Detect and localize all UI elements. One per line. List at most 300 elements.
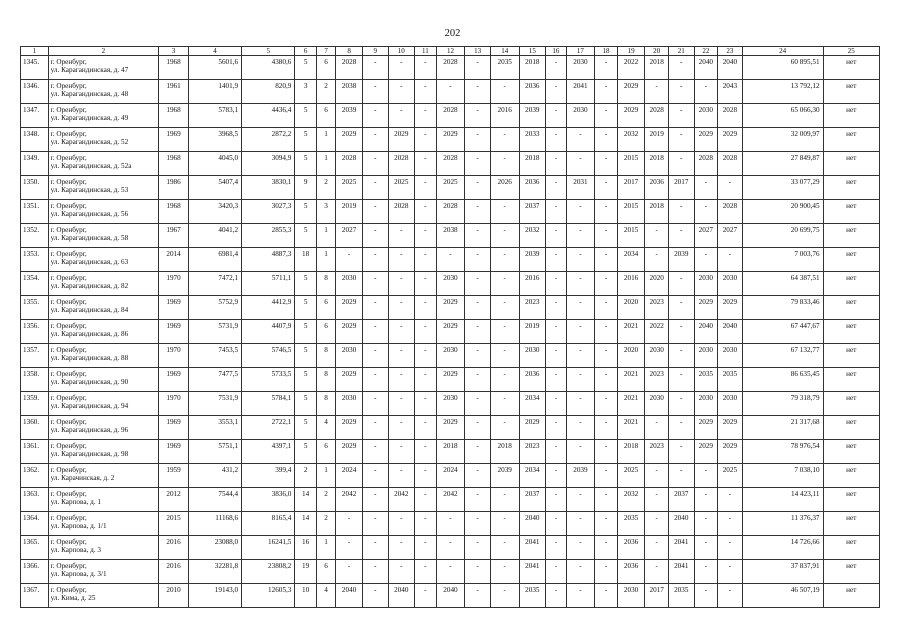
table-cell: - <box>546 320 566 344</box>
table-cell: 2032 <box>519 224 546 248</box>
table-cell: - <box>668 296 694 320</box>
table-cell: 2029 <box>436 368 465 392</box>
table-cell: 2029 <box>718 416 743 440</box>
table-cell: 2030 <box>645 392 669 416</box>
table-cell: 2021 <box>617 368 645 392</box>
table-cell: 2016 <box>617 272 645 296</box>
table-cell: - <box>566 416 595 440</box>
table-row <box>21 152 880 176</box>
table-cell: - <box>668 200 694 224</box>
table-cell: - <box>595 536 618 560</box>
table-cell: - <box>362 248 388 272</box>
table-cell: - <box>490 560 519 584</box>
table-cell: - <box>415 224 437 248</box>
address-street: ул. Карагандинская, д. 56 <box>50 210 129 219</box>
table-cell: 820,9 <box>242 80 295 104</box>
table-cell: 7 038,10 <box>742 464 823 488</box>
table-cell: 7453,5 <box>188 344 241 368</box>
table-cell: - <box>668 392 694 416</box>
table-cell: - <box>546 248 566 272</box>
table-cell: 2 <box>316 176 335 200</box>
table-cell: - <box>546 344 566 368</box>
row-number: 1364. <box>21 512 49 536</box>
table-cell: 5733,5 <box>242 368 295 392</box>
table-row <box>21 392 880 416</box>
table-cell: 2018 <box>436 440 465 464</box>
table-cell: 2039 <box>519 248 546 272</box>
table-cell: 2015 <box>617 200 645 224</box>
table-cell: - <box>595 440 618 464</box>
table-cell: - <box>694 464 718 488</box>
table-cell: 2030 <box>436 392 465 416</box>
table-cell: 2030 <box>694 272 718 296</box>
table-cell: 2030 <box>617 584 645 608</box>
table-cell: - <box>362 56 388 80</box>
table-cell: - <box>362 128 388 152</box>
table-cell: - <box>490 152 519 176</box>
table-cell: нет <box>823 584 879 608</box>
table-cell: 2020 <box>617 296 645 320</box>
table-cell: 2029 <box>436 416 465 440</box>
table-cell: - <box>546 560 566 584</box>
row-number: 1345. <box>21 56 49 80</box>
table-cell: 2042 <box>388 488 415 512</box>
table-cell: - <box>595 560 618 584</box>
table-cell: 5 <box>295 224 317 248</box>
table-cell: - <box>362 152 388 176</box>
row-number: 1361. <box>21 440 49 464</box>
row-number: 1358. <box>21 368 49 392</box>
table-cell: - <box>465 488 491 512</box>
table-cell: 6 <box>316 296 335 320</box>
table-cell: 6981,4 <box>188 248 241 272</box>
address-city: г. Оренбург, <box>50 58 87 67</box>
table-cell: 2039 <box>566 464 595 488</box>
table-cell: 2040 <box>336 584 363 608</box>
table-cell: - <box>566 440 595 464</box>
row-number: 1346. <box>21 80 49 104</box>
table-cell: - <box>388 560 415 584</box>
table-cell: - <box>546 464 566 488</box>
table-cell: 2029 <box>617 104 645 128</box>
address-city: г. Оренбург, <box>50 298 87 307</box>
table-cell: - <box>566 248 595 272</box>
table-cell: - <box>718 512 743 536</box>
table-cell: 2030 <box>718 344 743 368</box>
table-cell: 2872,2 <box>242 128 295 152</box>
table-cell: - <box>465 440 491 464</box>
column-header: 6 <box>295 47 317 56</box>
table-cell: 2042 <box>336 488 363 512</box>
row-number: 1351. <box>21 200 49 224</box>
table-cell: - <box>415 56 437 80</box>
address-cell <box>48 152 159 176</box>
table-row <box>21 536 880 560</box>
table-cell: 67 447,67 <box>742 320 823 344</box>
table-cell: - <box>415 536 437 560</box>
table-cell: - <box>388 320 415 344</box>
column-header: 14 <box>490 47 519 56</box>
table-cell: 6 <box>316 104 335 128</box>
table-cell: 7472,1 <box>188 272 241 296</box>
address-street: ул. Карпова, д. 1 <box>50 498 101 507</box>
table-cell: 2029 <box>336 368 363 392</box>
address-street: ул. Карагандинская, д. 84 <box>50 306 129 315</box>
table-cell: 2035 <box>490 56 519 80</box>
table-cell: - <box>388 392 415 416</box>
table-cell: 2025 <box>336 176 363 200</box>
column-header: 10 <box>388 47 415 56</box>
table-cell: 2 <box>295 464 317 488</box>
table-cell: 2036 <box>519 368 546 392</box>
table-cell: 4380,6 <box>242 56 295 80</box>
table-cell: 2034 <box>519 392 546 416</box>
table-cell: - <box>595 488 618 512</box>
table-cell: - <box>546 536 566 560</box>
table-cell: 1968 <box>159 104 189 128</box>
table-cell: - <box>388 296 415 320</box>
table-cell: 1969 <box>159 416 189 440</box>
table-cell: - <box>668 80 694 104</box>
header-row <box>21 47 880 56</box>
table-cell: 1961 <box>159 80 189 104</box>
column-header: 24 <box>742 47 823 56</box>
table-cell: - <box>465 392 491 416</box>
table-cell: 5 <box>295 152 317 176</box>
table-cell: нет <box>823 80 879 104</box>
table-cell: 1969 <box>159 296 189 320</box>
table-cell: 5 <box>295 56 317 80</box>
table-cell: 5783,1 <box>188 104 241 128</box>
table-cell: 2029 <box>388 128 415 152</box>
table-cell: - <box>694 560 718 584</box>
table-cell: 79 318,79 <box>742 392 823 416</box>
table-cell: 1968 <box>159 200 189 224</box>
table-cell: - <box>415 296 437 320</box>
table-cell: 2037 <box>519 488 546 512</box>
table-cell: 2019 <box>519 320 546 344</box>
table-cell: 5 <box>295 344 317 368</box>
table-cell: 5711,1 <box>242 272 295 296</box>
table-cell: - <box>718 176 743 200</box>
table-cell: 2039 <box>336 104 363 128</box>
table-cell: нет <box>823 536 879 560</box>
table-cell: 3 <box>295 80 317 104</box>
table-cell: 2029 <box>336 416 363 440</box>
table-cell: - <box>362 512 388 536</box>
table-cell: 1959 <box>159 464 189 488</box>
table-cell: 2029 <box>718 440 743 464</box>
table-cell: - <box>490 200 519 224</box>
table-row <box>21 512 880 536</box>
table-cell: - <box>415 152 437 176</box>
table-cell: 1970 <box>159 272 189 296</box>
table-cell: 11168,6 <box>188 512 241 536</box>
table-cell: - <box>694 80 718 104</box>
table-cell: 2024 <box>336 464 363 488</box>
address-city: г. Оренбург, <box>50 442 87 451</box>
table-cell: 2029 <box>718 296 743 320</box>
table-cell: 4407,9 <box>242 320 295 344</box>
table-cell: 2030 <box>436 272 465 296</box>
table-cell: нет <box>823 344 879 368</box>
table-cell: - <box>490 128 519 152</box>
table-cell: 37 837,91 <box>742 560 823 584</box>
table-cell: - <box>362 272 388 296</box>
table-cell: 2030 <box>718 392 743 416</box>
address-city: г. Оренбург, <box>50 562 87 571</box>
table-cell: нет <box>823 416 879 440</box>
table-cell: 399,4 <box>242 464 295 488</box>
table-cell: - <box>694 584 718 608</box>
address-city: г. Оренбург, <box>50 490 87 499</box>
table-cell: - <box>595 320 618 344</box>
table-cell: 8 <box>316 344 335 368</box>
table-cell: 2018 <box>617 440 645 464</box>
table-cell: 2021 <box>617 416 645 440</box>
table-cell: - <box>490 272 519 296</box>
address-cell <box>48 104 159 128</box>
table-cell: нет <box>823 224 879 248</box>
table-cell: - <box>388 536 415 560</box>
table-cell: 3 <box>316 200 335 224</box>
table-cell: - <box>465 296 491 320</box>
table-cell: - <box>490 584 519 608</box>
address-cell <box>48 320 159 344</box>
address-cell <box>48 296 159 320</box>
address-street: ул. Кима, д. 25 <box>50 594 96 603</box>
table-cell: - <box>595 416 618 440</box>
table-cell: 8165,4 <box>242 512 295 536</box>
table-cell: 5 <box>295 320 317 344</box>
table-cell: - <box>465 128 491 152</box>
table-cell: 5751,1 <box>188 440 241 464</box>
table-cell: - <box>490 488 519 512</box>
table-row <box>21 248 880 272</box>
table-cell: 1969 <box>159 440 189 464</box>
table-cell: 1 <box>316 152 335 176</box>
table-cell: 2016 <box>519 272 546 296</box>
address-cell <box>48 344 159 368</box>
table-cell: - <box>388 272 415 296</box>
table-cell: - <box>645 512 669 536</box>
address-street: ул. Карагандинская, д. 47 <box>50 66 129 75</box>
table-cell: 67 132,77 <box>742 344 823 368</box>
table-cell: 2022 <box>617 56 645 80</box>
column-header: 22 <box>694 47 718 56</box>
table-cell: - <box>490 392 519 416</box>
table-cell: - <box>566 512 595 536</box>
table-cell: 2040 <box>436 584 465 608</box>
table-cell: - <box>595 80 618 104</box>
table-cell: - <box>362 464 388 488</box>
table-cell: 2041 <box>668 536 694 560</box>
table-cell: 14 <box>295 512 317 536</box>
table-cell: - <box>546 104 566 128</box>
table-cell: 2027 <box>718 224 743 248</box>
address-cell <box>48 176 159 200</box>
table-cell: - <box>490 344 519 368</box>
table-cell: 2035 <box>519 584 546 608</box>
table-cell: 5 <box>295 272 317 296</box>
table-cell: 2025 <box>436 176 465 200</box>
table-cell: 2855,3 <box>242 224 295 248</box>
row-number: 1347. <box>21 104 49 128</box>
table-cell: - <box>546 56 566 80</box>
table-cell: 5601,6 <box>188 56 241 80</box>
address-cell <box>48 464 159 488</box>
table-cell: 2015 <box>159 512 189 536</box>
address-cell <box>48 128 159 152</box>
table-cell: - <box>668 104 694 128</box>
table-cell: - <box>645 464 669 488</box>
table-cell: - <box>546 512 566 536</box>
table-cell: - <box>490 80 519 104</box>
table-cell: - <box>415 368 437 392</box>
table-cell: 6 <box>316 320 335 344</box>
column-header: 18 <box>595 47 618 56</box>
table-cell: 2030 <box>566 104 595 128</box>
address-street: ул. Карагандинская, д. 48 <box>50 90 129 99</box>
table-cell: - <box>362 416 388 440</box>
table-cell: - <box>465 320 491 344</box>
column-header: 13 <box>465 47 491 56</box>
column-header: 4 <box>188 47 241 56</box>
table-cell: 2040 <box>718 320 743 344</box>
table-cell: - <box>546 200 566 224</box>
table-cell: 65 066,30 <box>742 104 823 128</box>
table-cell: 2041 <box>566 80 595 104</box>
table-cell: - <box>415 464 437 488</box>
table-row <box>21 80 880 104</box>
address-cell <box>48 224 159 248</box>
table-cell: 2018 <box>519 56 546 80</box>
address-street: ул. Карагандинская, д. 94 <box>50 402 129 411</box>
column-header: 3 <box>159 47 189 56</box>
table-row <box>21 320 880 344</box>
table-cell: - <box>645 248 669 272</box>
table-cell: - <box>388 224 415 248</box>
row-number: 1354. <box>21 272 49 296</box>
table-cell: 2020 <box>617 344 645 368</box>
table-cell: 5407,4 <box>188 176 241 200</box>
table-row <box>21 272 880 296</box>
address-cell <box>48 248 159 272</box>
table-cell: - <box>546 584 566 608</box>
table-cell: 2029 <box>436 296 465 320</box>
row-number: 1348. <box>21 128 49 152</box>
table-cell: 2029 <box>694 440 718 464</box>
table-cell: 2025 <box>388 176 415 200</box>
address-city: г. Оренбург, <box>50 82 87 91</box>
address-cell <box>48 560 159 584</box>
table-cell: - <box>388 416 415 440</box>
table-cell: - <box>490 368 519 392</box>
table-cell: - <box>546 488 566 512</box>
address-city: г. Оренбург, <box>50 226 87 235</box>
table-cell: 5 <box>295 392 317 416</box>
table-cell: нет <box>823 152 879 176</box>
table-cell: 23088,0 <box>188 536 241 560</box>
table-cell: - <box>362 440 388 464</box>
table-cell: 6 <box>316 56 335 80</box>
table-cell: 1969 <box>159 128 189 152</box>
address-city: г. Оренбург, <box>50 586 87 595</box>
table-cell: 4041,2 <box>188 224 241 248</box>
table-cell: 1968 <box>159 152 189 176</box>
table-cell: 2028 <box>694 152 718 176</box>
address-cell <box>48 56 159 80</box>
table-cell: 2040 <box>388 584 415 608</box>
table-cell: - <box>668 272 694 296</box>
table-cell: - <box>436 80 465 104</box>
table-cell: 2018 <box>645 152 669 176</box>
table-cell: 1969 <box>159 320 189 344</box>
table-cell: 2012 <box>159 488 189 512</box>
address-street: ул. Карагандинская, д. 49 <box>50 114 129 123</box>
table-cell: 2030 <box>694 104 718 128</box>
table-cell: 7544,4 <box>188 488 241 512</box>
table-cell: нет <box>823 56 879 80</box>
table-cell: 2029 <box>519 416 546 440</box>
table-cell: 5746,5 <box>242 344 295 368</box>
table-cell: - <box>546 176 566 200</box>
table-cell: - <box>465 416 491 440</box>
table-cell: 12605,3 <box>242 584 295 608</box>
address-city: г. Оренбург, <box>50 418 87 427</box>
table-row <box>21 488 880 512</box>
table-cell: - <box>595 392 618 416</box>
address-city: г. Оренбург, <box>50 514 87 523</box>
table-cell: - <box>415 440 437 464</box>
row-number: 1363. <box>21 488 49 512</box>
column-header: 2 <box>48 47 159 56</box>
table-cell: - <box>436 248 465 272</box>
table-cell: 2010 <box>159 584 189 608</box>
table-cell: 64 387,51 <box>742 272 823 296</box>
table-cell: 2041 <box>519 536 546 560</box>
table-cell: - <box>718 248 743 272</box>
table-row <box>21 200 880 224</box>
table-cell: 3027,3 <box>242 200 295 224</box>
address-city: г. Оренбург, <box>50 394 87 403</box>
address-street: ул. Карагандинская, д. 63 <box>50 258 129 267</box>
table-cell: - <box>566 344 595 368</box>
table-cell: - <box>566 368 595 392</box>
table-cell: 19 <box>295 560 317 584</box>
table-cell: - <box>388 464 415 488</box>
table-cell: 2020 <box>645 272 669 296</box>
table-cell: 2035 <box>718 368 743 392</box>
address-cell <box>48 272 159 296</box>
table-cell: 3836,0 <box>242 488 295 512</box>
table-cell: - <box>546 296 566 320</box>
table-cell: 2028 <box>718 152 743 176</box>
table-row <box>21 296 880 320</box>
table-cell: 2036 <box>617 560 645 584</box>
table-cell: - <box>668 224 694 248</box>
table-cell: - <box>546 416 566 440</box>
table-cell: 2038 <box>436 224 465 248</box>
address-cell <box>48 512 159 536</box>
table-cell: - <box>436 536 465 560</box>
address-street: ул. Карагандинская, д. 52а <box>50 162 132 171</box>
table-cell: 2030 <box>336 344 363 368</box>
row-number: 1365. <box>21 536 49 560</box>
address-cell <box>48 440 159 464</box>
table-cell: 5 <box>295 440 317 464</box>
table-cell: - <box>546 392 566 416</box>
